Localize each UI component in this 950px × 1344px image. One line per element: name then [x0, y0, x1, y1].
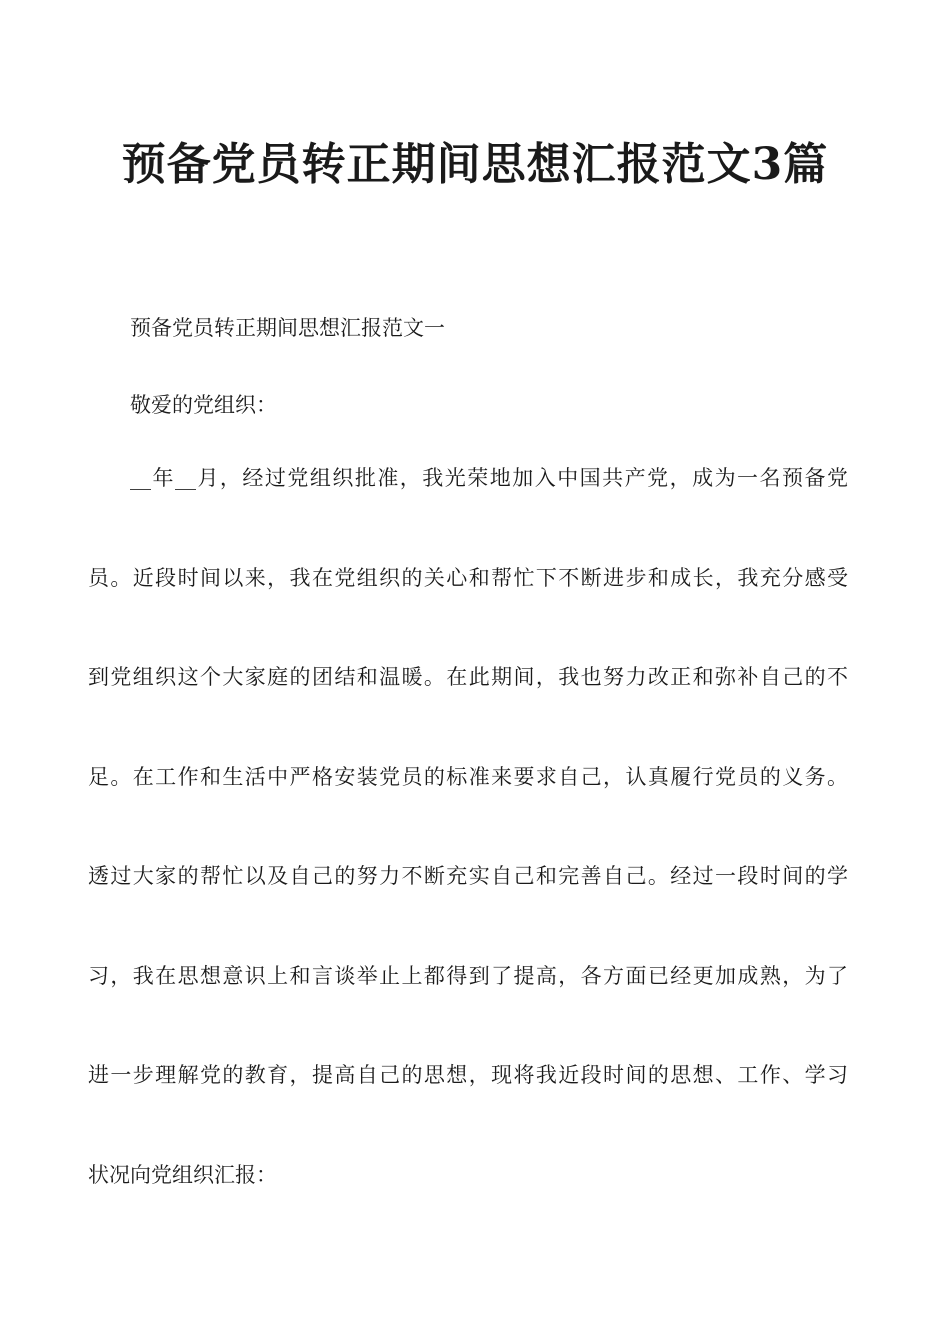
paragraph-line: 员。近段时间以来，我在党组织的关心和帮忙下不断进步和成长，我充分感受 [88, 566, 848, 590]
document-title: 预备党员转正期间思想汇报范文3篇 [121, 139, 829, 190]
paragraph-line: __年__月，经过党组织批准，我光荣地加入中国共产党，成为一名预备党 [130, 466, 848, 490]
section-heading: 预备党员转正期间思想汇报范文一 [130, 316, 445, 340]
paragraph-line: 足。在工作和生活中严格安装党员的标准来要求自己，认真履行党员的义务。 [88, 765, 848, 789]
paragraph-line: 进一步理解党的教育，提高自己的思想，现将我近段时间的思想、工作、学习 [88, 1063, 848, 1087]
paragraph-line: 习，我在思想意识上和言谈举止上都得到了提高，各方面已经更加成熟，为了 [88, 964, 848, 988]
salutation: 敬爱的党组织： [130, 393, 277, 417]
paragraph-line: 状况向党组织汇报： [88, 1163, 277, 1187]
paragraph-line: 透过大家的帮忙以及自己的努力不断充实自己和完善自己。经过一段时间的学 [88, 864, 848, 888]
paragraph-line: 到党组织这个大家庭的团结和温暖。在此期间，我也努力改正和弥补自己的不 [88, 665, 848, 689]
